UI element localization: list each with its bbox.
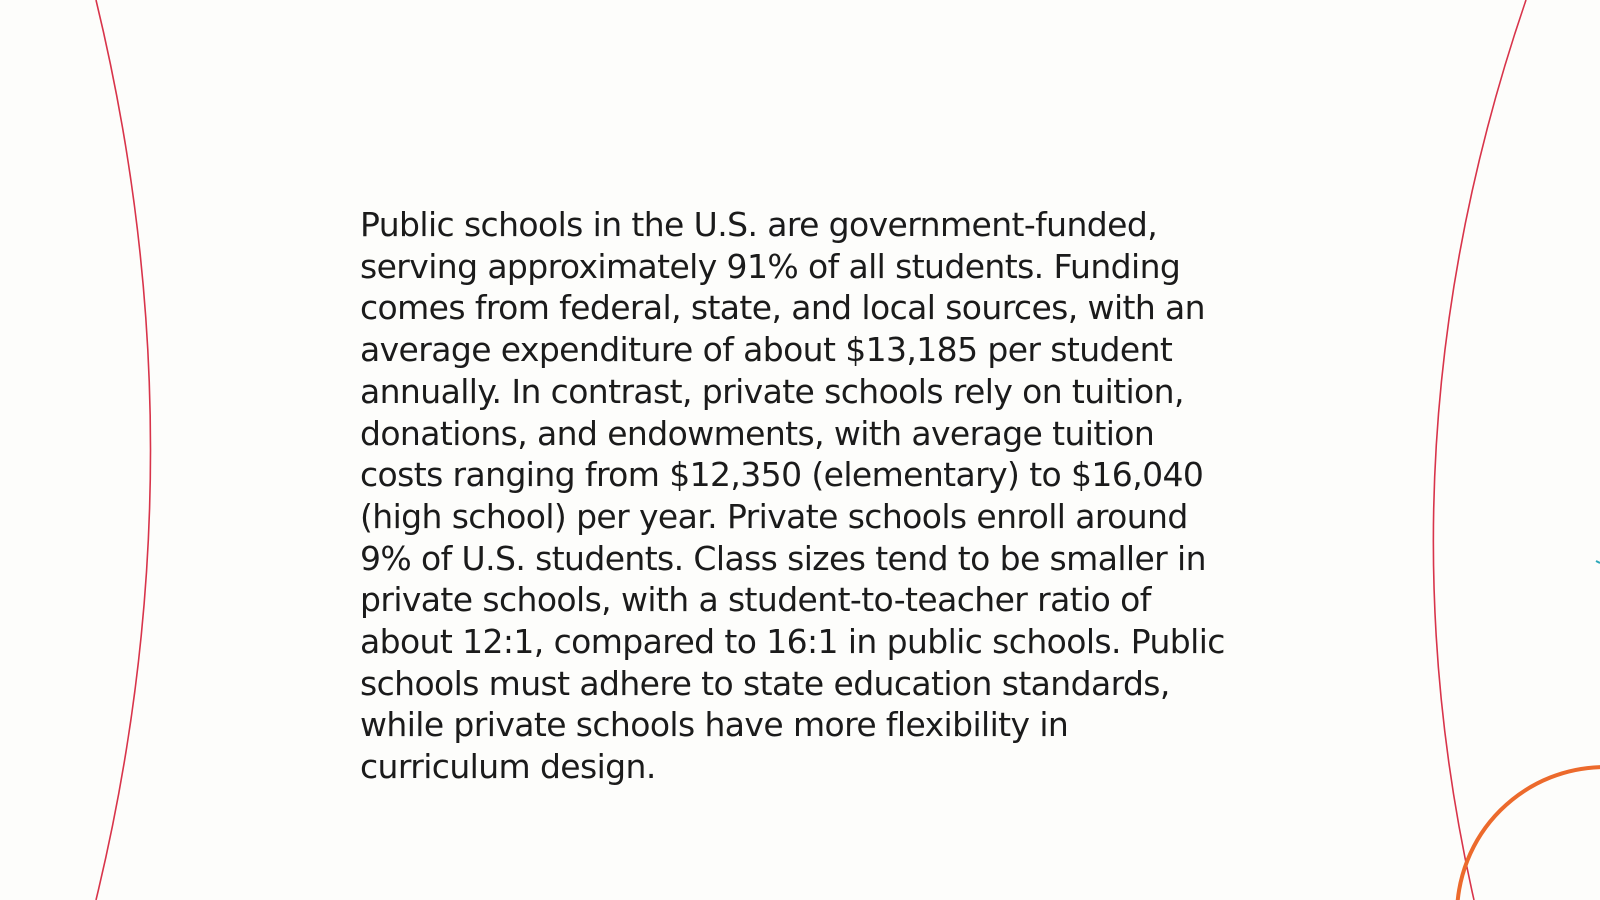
left-arc-line (96, 0, 151, 900)
right-arc-line (1433, 0, 1526, 900)
body-paragraph: Public schools in the U.S. are government-funded, serving approximately 91% of all students. Funding comes from federal, state, and local sources, with an average expenditure of about $13,185 per student annually. In contrast, private schools rely on tuition, donations, and endowments, with average tuition costs ranging from $12,350 (elementary) to $16,040 (high school) per year. Private schools enroll around 9% of U.S. students. Class sizes tend to be smaller in private schools, with a student-to-teacher ratio of about 12:1, compared to 16:1 in public schools. Public schools must adhere to state education standards, while private schools have more flexibility in curriculum design. (360, 205, 1225, 787)
orange-ring (1457, 767, 1600, 900)
teal-tick (1596, 561, 1600, 563)
